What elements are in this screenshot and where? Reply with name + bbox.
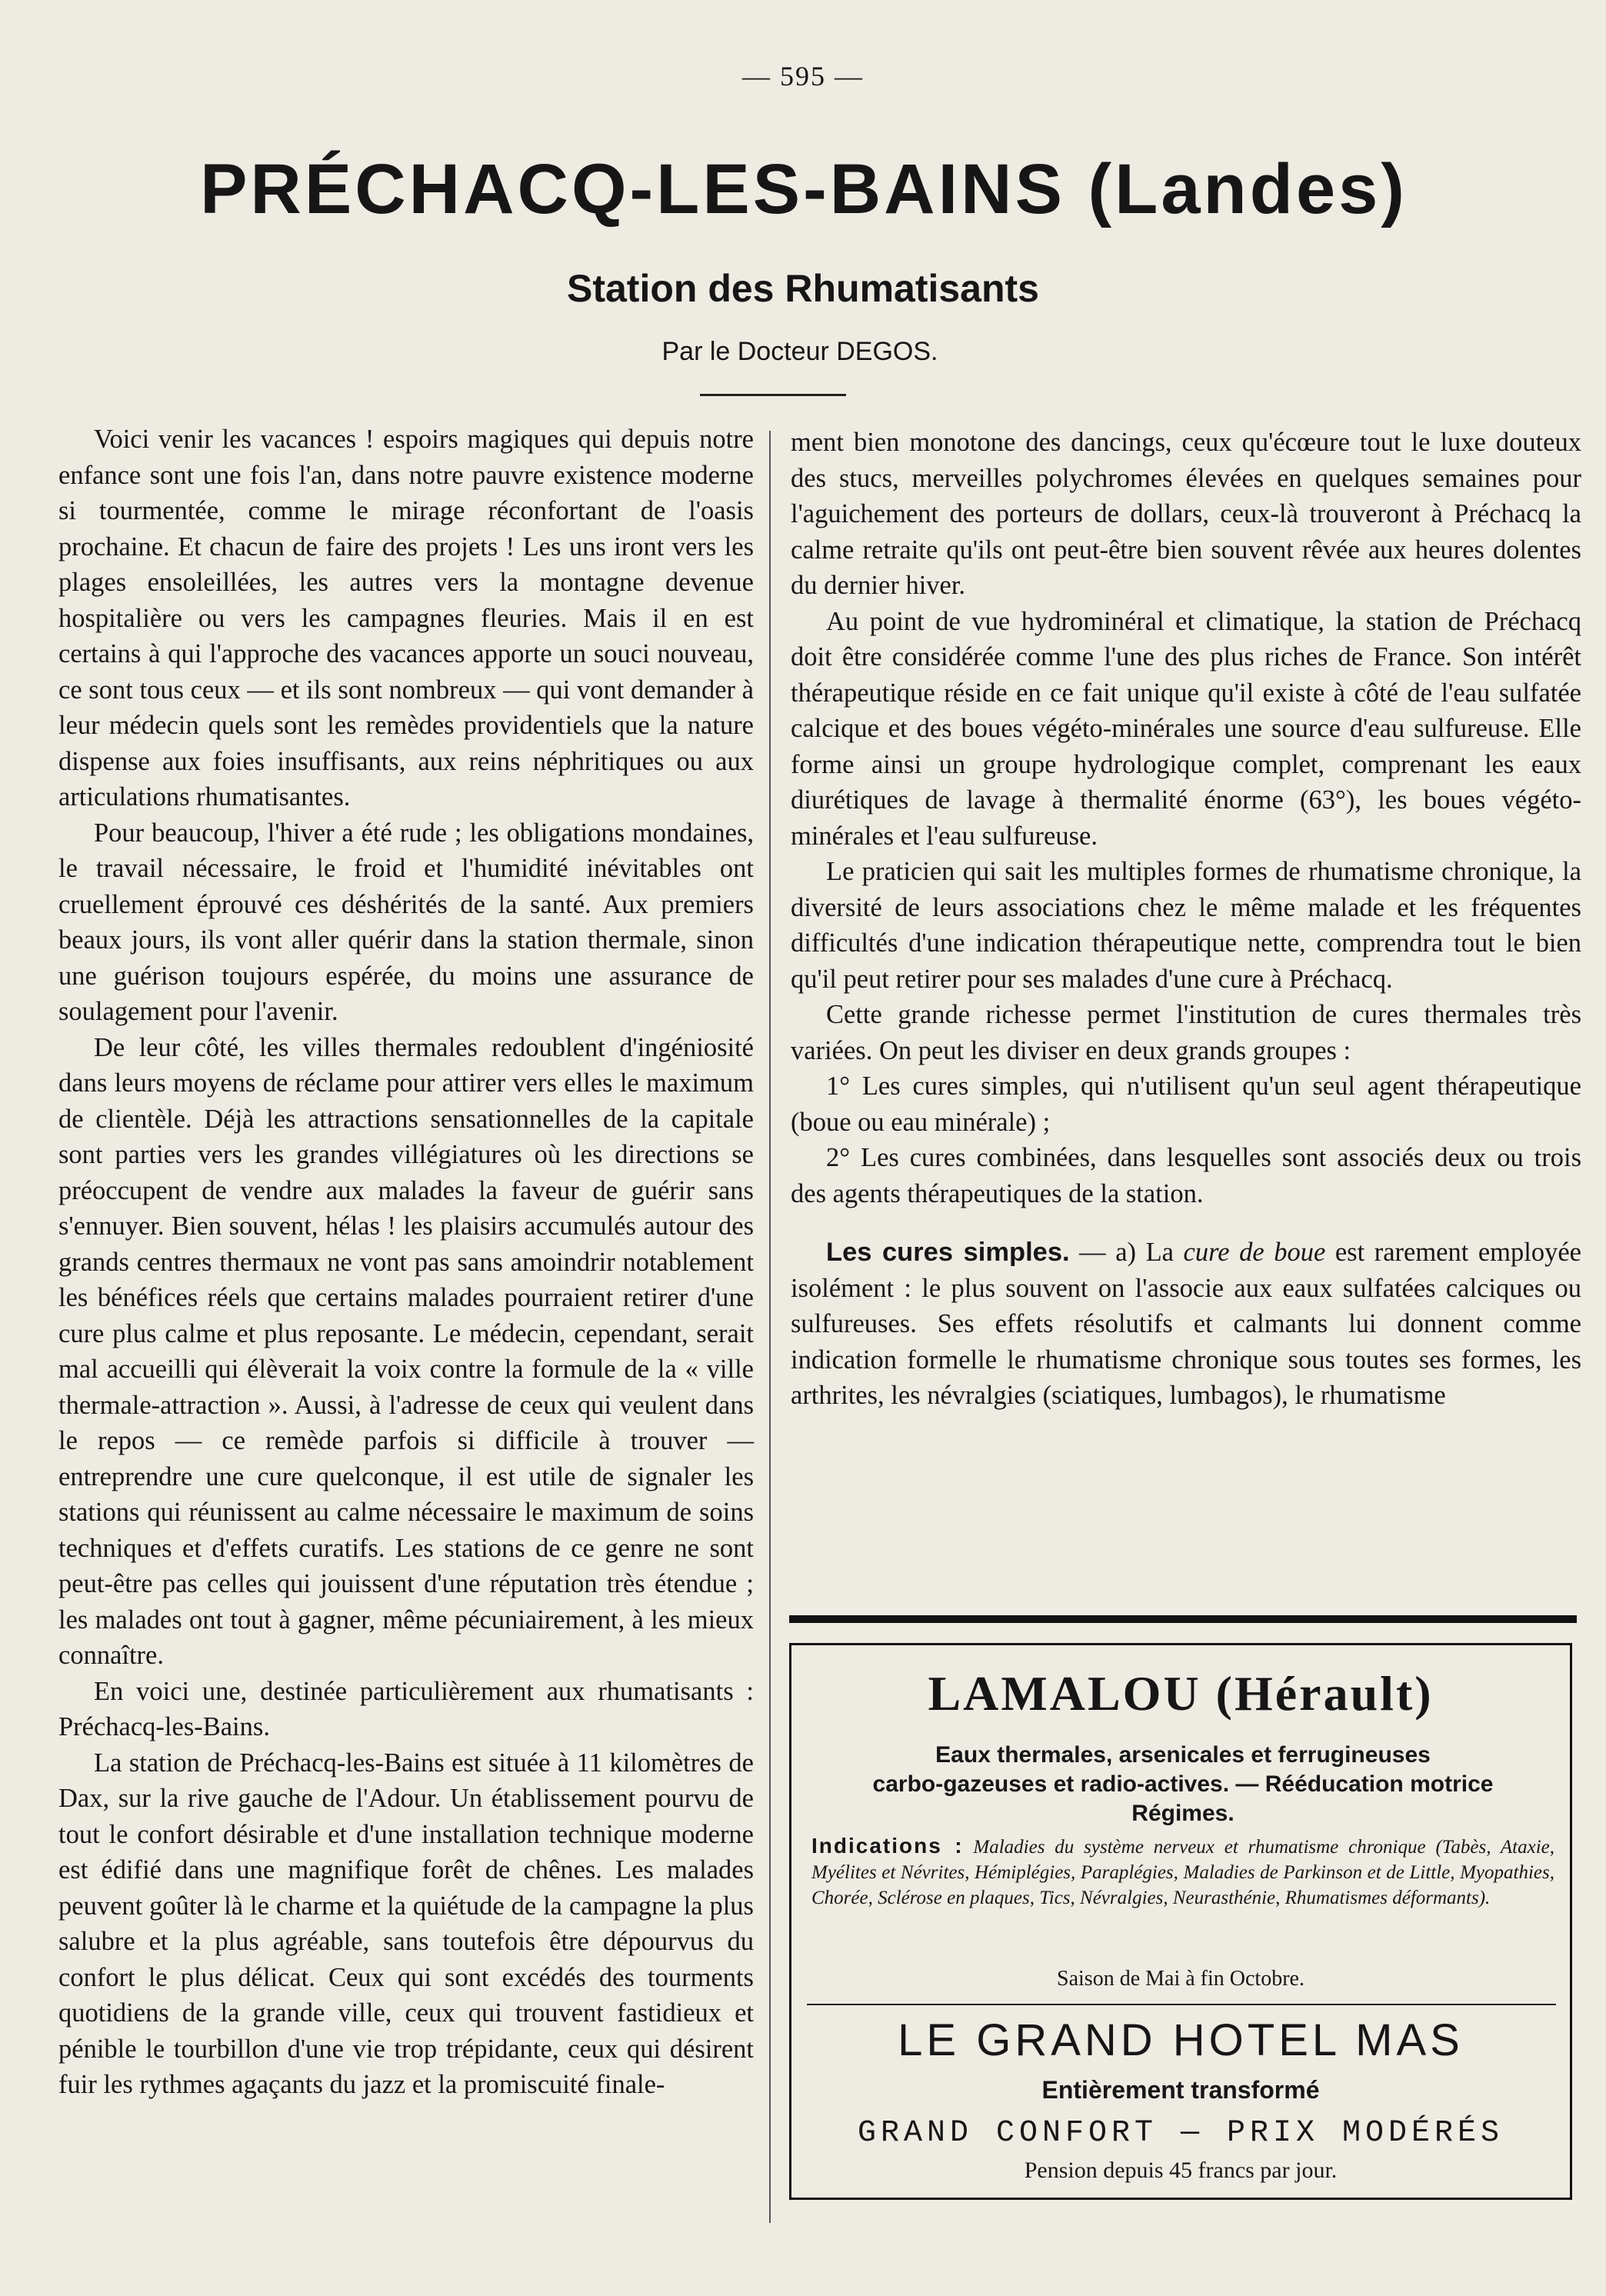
ad-indications-text: Maladies du système nerveux et rhumatisme chronique (Tabès, Ataxie, Myélites et Névrites, Hémiplégies, Paraplégies, Maladies de Parkinson et de Little, Myopathies, Chorée, Sclérose en plaques, Tics, Névralgies, Neurasthénie, Rhumatismes déformants). (811, 1837, 1554, 1908)
ad-hotel-subtitle: Entièrement transformé (1041, 2076, 1320, 2104)
ad-indications-label: Indications : (811, 1834, 964, 1858)
ad-title: LAMALOU (Hérault) (928, 1666, 1434, 1721)
ad-season: Saison de Mai à fin Octobre. (1057, 1967, 1304, 1991)
ad-comfort-line: GRAND CONFORT — PRIX MODÉRÉS (857, 2116, 1504, 2151)
advertisement-box (789, 1643, 1572, 2200)
paragraph: Au point de vue hydrominéral et climatique, la station de Préchacq doit être considérée comme l'une des plus riches de France. Son intérêt thérapeutique réside en ce fait unique qu'il existe à côté de l'eau sulfatée calcique et des boues végéto-minérales une source d'eau sulfureuse. Elle forme ainsi un groupe hydrologique complet, comprenant les eaux diurétiques de lavage à thermalité énorme (63°), les boues végéto-minérales et l'eau sulfureuse. (791, 606, 1581, 851)
ad-description (815, 1741, 1551, 1828)
paragraph-cures-simples (791, 1235, 1581, 1414)
italic-term: cure de boue (1183, 1238, 1326, 1267)
advertisement-rule (789, 1615, 1577, 1623)
right-column (791, 425, 1581, 1414)
paragraph: Cette grande richesse permet l'institution de cures thermales très variées. On peut les diviser en deux grands groupes : (791, 1000, 1581, 1065)
ad-indications (811, 1833, 1554, 1911)
ad-desc-line: Eaux thermales, arsenicales et ferrugineuses (935, 1742, 1431, 1768)
article-title: PRÉCHACQ-LES-BAINS (Landes) (200, 150, 1408, 228)
article-subtitle: Station des Rhumatisants (567, 267, 1039, 310)
left-column (58, 422, 754, 2103)
paragraph: Le praticien qui sait les multiples formes de rhumatisme chronique, la diversité de leurs associations chez le même malade et les fréquentes difficultés d'une indication thérapeutique nette, comprendra tout le bien qu'il peut retirer pour ses malades d'une cure à Préchacq. (791, 857, 1581, 994)
column-divider (769, 431, 771, 2223)
paragraph: Voici venir les vacances ! espoirs magiques qui depuis notre enfance sont une fois l'an, dans notre pauvre existence moderne si tourmentée, comme le mirage réconfortant de l'oasis prochaine. Et chacun de faire des projets ! Les uns iront vers les plages ensoleillées, les autres vers la montagne devenue hospitalière ou vers les campagnes fleuries. Mais il en est certains à qui l'approche des vacances apporte un souci nouveau, ce sont tous ceux — et ils sont nombreux — qui vont demander à leur médecin quels sont les remèdes providentiels que la nature dispense aux foies insuffisants, aux reins néphritiques ou aux articulations rhumatisantes. (58, 425, 754, 811)
title-divider (700, 394, 846, 396)
section-heading: Les cures simples. (826, 1238, 1070, 1267)
paragraph: En voici une, destinée particulièrement aux rhumatisants : Préchacq-les-Bains. (58, 1676, 754, 1741)
ad-hotel-name: LE GRAND HOTEL MAS (898, 2015, 1464, 2065)
paragraph-continuation: ment bien monotone des dancings, ceux qu'écœure tout le luxe douteux des stucs, merveilles polychromes élevées en quelques semaines pour l'aguichement des porteurs de dollars, ceux-là trouveront à Préchacq la calme retraite qu'ils ont peut-être bien souvent rêvée aux heures dolentes du dernier hiver. (791, 428, 1581, 600)
article-byline: Par le Docteur DEGOS. (661, 337, 938, 366)
text-run: — a) La (1069, 1238, 1184, 1267)
paragraph: De leur côté, les villes thermales redoublent d'ingéniosité dans leurs moyens de réclame pour attirer vers elles le maximum de clientèle. Déjà les attractions sensationnelles de la capitale sont parties vers les grandes villégiatures où les directions se préoccupent de vendre aux malades la faveur de guérir sans s'ennuyer. Bien souvent, hélas ! les plaisirs accumulés autour des grands centres thermaux ne vont pas sans amoindrir notablement les bénéfices réels que certains malades pourraient retirer d'une cure plus calme et plus reposante. Le médecin, cependant, serait mal accueilli qui élèverait la voix contre la formule de la « ville thermale-attraction ». Aussi, à l'adresse de ceux qui veulent dans le repos — ce remède parfois si difficile à trouver — entreprendre une cure quelconque, il est utile de signaler les stations qui réunissent au calme nécessaire le maximum de soins techniques et d'effets curatifs. Les stations de ce genre ne sont peut-être pas celles qui jouissent d'une réputation très étendue ; les malades ont tout à gagner, même pécuniairement, à les mieux connaître. (58, 1032, 754, 1670)
ad-price-line: Pension depuis 45 francs par jour. (1024, 2158, 1338, 2183)
paragraph: Pour beaucoup, l'hiver a été rude ; les obligations mondaines, le travail nécessaire, le froid et l'humidité inévitables ont cruellement éprouvé ces déshérités de la santé. Aux premiers beaux jours, ils vont aller quérir dans la station thermale, sinon une guérison toujours espérée, du moins une assurance de soulagement pour l'avenir. (58, 818, 754, 1026)
ad-desc-line: Régimes. (1131, 1801, 1234, 1826)
text-run: est rarement employée isolément : le plus souvent on l'associe aux eaux sulfatées calciques ou sulfureuses. Ses effets résolutifs et calmants lui donnent comme indication formelle le rhumatisme chronique sous toutes ses formes, les arthrites, les névralgies (sciatiques, lumbagos), le rhumatisme (791, 1238, 1581, 1410)
paragraph: La station de Préchacq-les-Bains est située à 11 kilomètres de Dax, sur la rive gauche de l'Adour. Un établissement pourvu de tout le confort désirable et d'une installation technique moderne est édifié dans une magnifique forêt de chênes. Les malades peuvent goûter là le charme et la quiétude de la campagne la plus salubre et la plus agréable, sans toutefois être dépourvus du confort le plus délicat. Ceux qui sont excédés des tourments quotidiens de la grande ville, ceux qui trouvent fastidieux et pénible le tourbillon d'une vie trop trépidante, ceux qui désirent fuir les rythmes agaçants du jazz et la promiscuité finale- (58, 1748, 754, 2099)
page-number: — 595 — (742, 61, 864, 92)
ad-desc-line: carbo-gazeuses et radio-actives. — Rééducation motrice (872, 1771, 1494, 1797)
paragraph: 1° Les cures simples, qui n'utilisent qu'un seul agent thérapeutique (boue ou eau minérale) ; (791, 1071, 1581, 1137)
paragraph: 2° Les cures combinées, dans lesquelles sont associés deux ou trois des agents thérapeutiques de la station. (791, 1143, 1581, 1208)
ad-divider (807, 2004, 1556, 2005)
